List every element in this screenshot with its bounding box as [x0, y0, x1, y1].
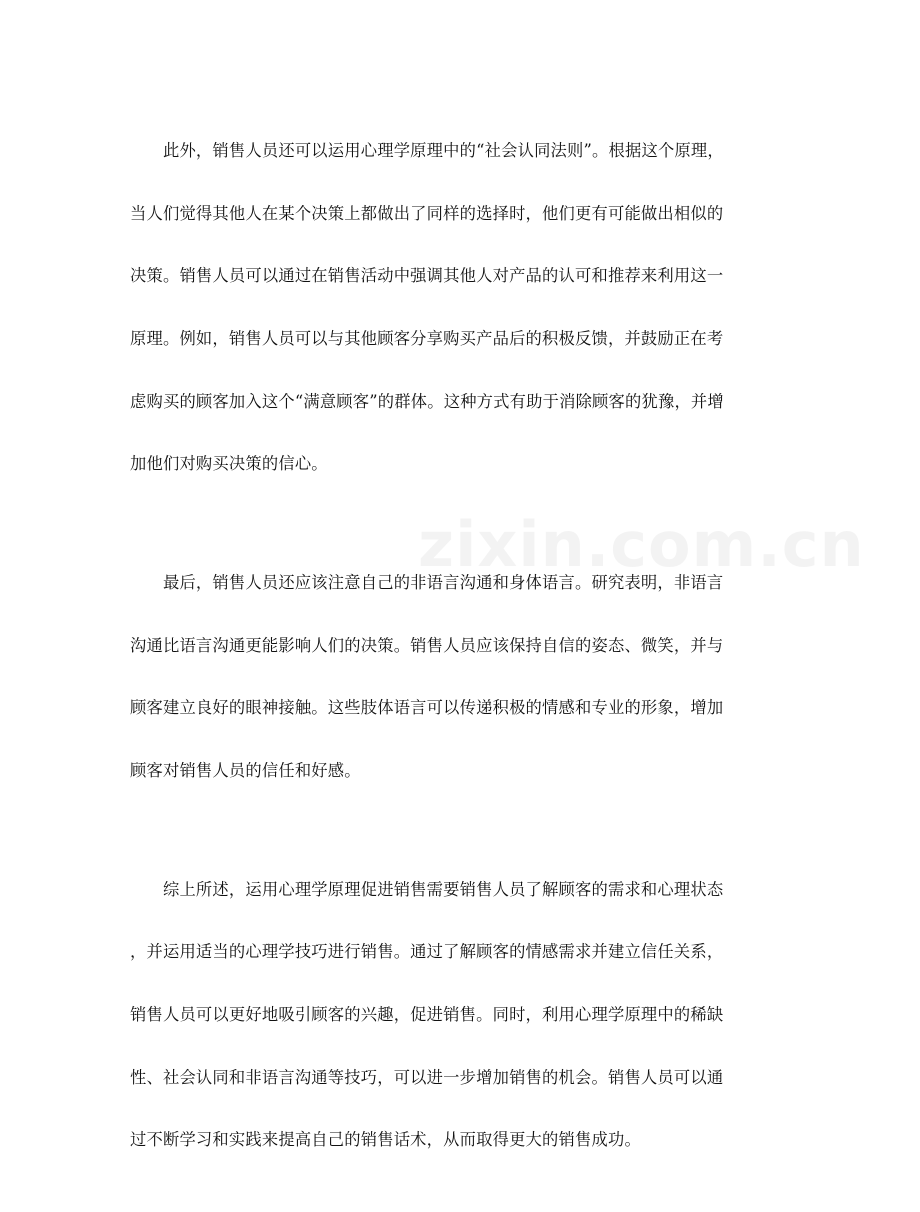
text-line: 当人们觉得其他人在某个决策上都做出了同样的选择时，他们更有可能做出相似的: [130, 203, 724, 223]
text-line: ，并运用适当的心理学技巧进行销售。通过了解顾客的情感需求并建立信任关系，: [130, 942, 724, 962]
text-line: 销售人员可以更好地吸引顾客的兴趣，促进销售。同时，利用心理学原理中的稀缺: [130, 1005, 724, 1025]
text-line: 顾客对销售人员的信任和好感。: [130, 760, 361, 780]
text-line: 沟通比语言沟通更能影响人们的决策。销售人员应该保持自信的姿态、微笑，并与: [130, 635, 724, 655]
document-body: [130, 104, 790, 1212]
text-line: 原理。例如，销售人员可以与其他顾客分享购买产品后的积极反馈，并鼓励正在考: [130, 329, 724, 349]
text-line: 加他们对购买决策的信心。: [130, 454, 328, 474]
text-line: 过不断学习和实践来提高自己的销售话术，从而取得更大的销售成功。: [130, 1130, 641, 1150]
text-line: 决策。销售人员可以通过在销售活动中强调其他人对产品的认可和推荐来利用这一: [130, 266, 724, 286]
text-line: 虑购买的顾客加入这个“满意顾客”的群体。这种方式有助于消除顾客的犹豫，并增: [130, 391, 724, 411]
paragraph-body-language: [130, 536, 790, 818]
text-line: 顾客建立良好的眼神接触。这些肢体语言可以传递积极的情感和专业的形象，增加: [130, 698, 724, 718]
text-line: 性、社会认同和非语言沟通等技巧，可以进一步增加销售的机会。销售人员可以通: [130, 1067, 724, 1087]
text-line: 综上所述，运用心理学原理促进销售需要销售人员了解顾客的需求和心理状态: [130, 879, 724, 899]
text-line: 最后，销售人员还应该注意自己的非语言沟通和身体语言。研究表明，非语言: [130, 573, 724, 593]
paragraph-social-proof: [130, 104, 790, 511]
watermark: zixin.com.cn: [418, 508, 865, 581]
paragraph-conclusion: [130, 843, 790, 1187]
text-line: 此外，销售人员还可以运用心理学原理中的“社会认同法则”。根据这个原理，: [130, 141, 724, 161]
